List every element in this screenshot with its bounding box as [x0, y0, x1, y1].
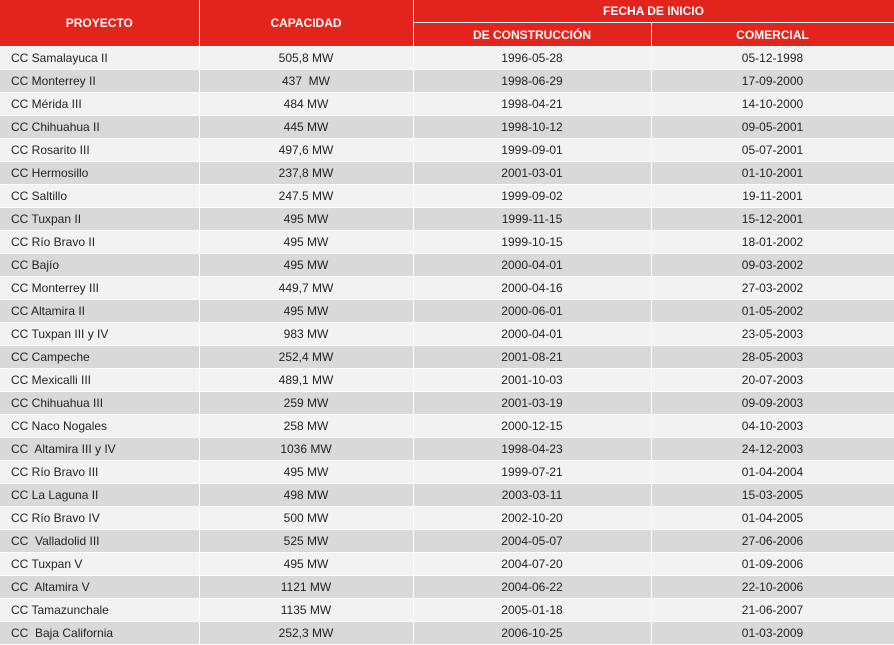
cell-comercial: 09-09-2003	[651, 392, 894, 415]
cell-capacidad: 449,7 MW	[199, 277, 413, 300]
cell-capacidad: 495 MW	[199, 254, 413, 277]
cell-comercial: 09-05-2001	[651, 116, 894, 139]
cell-capacidad: 505,8 MW	[199, 47, 413, 70]
cell-proyecto: CC Río Bravo IV	[0, 507, 199, 530]
cell-proyecto: CC Baja California	[0, 622, 199, 645]
cell-construccion: 1999-11-15	[413, 208, 651, 231]
cell-proyecto: CC Monterrey II	[0, 70, 199, 93]
cell-capacidad: 445 MW	[199, 116, 413, 139]
cell-capacidad: 489,1 MW	[199, 369, 413, 392]
table-row	[0, 530, 894, 553]
cell-construccion: 2001-08-21	[413, 346, 651, 369]
table-row	[0, 461, 894, 484]
cell-comercial: 01-04-2005	[651, 507, 894, 530]
table-row	[0, 415, 894, 438]
cell-comercial: 01-05-2002	[651, 300, 894, 323]
cell-proyecto: CC Tuxpan III y IV	[0, 323, 199, 346]
cell-proyecto: CC Tuxpan V	[0, 553, 199, 576]
cell-construccion: 2000-04-01	[413, 254, 651, 277]
cell-comercial: 24-12-2003	[651, 438, 894, 461]
cell-proyecto: CC Altamira III y IV	[0, 438, 199, 461]
cell-construccion: 2000-04-01	[413, 323, 651, 346]
cell-comercial: 01-10-2001	[651, 162, 894, 185]
cell-comercial: 05-12-1998	[651, 47, 894, 70]
cell-capacidad: 252,3 MW	[199, 622, 413, 645]
cell-comercial: 17-09-2000	[651, 70, 894, 93]
cell-proyecto: CC Mérida III	[0, 93, 199, 116]
cell-proyecto: CC Monterrey III	[0, 277, 199, 300]
cell-construccion: 2000-12-15	[413, 415, 651, 438]
table-row	[0, 93, 894, 116]
cell-construccion: 1998-06-29	[413, 70, 651, 93]
cell-construccion: 1998-10-12	[413, 116, 651, 139]
table-row	[0, 323, 894, 346]
cell-comercial: 27-06-2006	[651, 530, 894, 553]
cell-capacidad: 498 MW	[199, 484, 413, 507]
cell-comercial: 21-06-2007	[651, 599, 894, 622]
cell-capacidad: 495 MW	[199, 231, 413, 254]
cell-construccion: 2000-04-16	[413, 277, 651, 300]
cell-capacidad: 247.5 MW	[199, 185, 413, 208]
cell-comercial: 22-10-2006	[651, 576, 894, 599]
table-row	[0, 576, 894, 599]
cell-proyecto: CC Chihuahua II	[0, 116, 199, 139]
cell-comercial: 20-07-2003	[651, 369, 894, 392]
cell-construccion: 2001-10-03	[413, 369, 651, 392]
cell-capacidad: 525 MW	[199, 530, 413, 553]
cell-proyecto: CC Tamazunchale	[0, 599, 199, 622]
table-row	[0, 162, 894, 185]
header-capacidad: CAPACIDAD	[199, 0, 413, 47]
cell-construccion: 1999-09-02	[413, 185, 651, 208]
cell-capacidad: 1135 MW	[199, 599, 413, 622]
cell-comercial: 04-10-2003	[651, 415, 894, 438]
table-row	[0, 369, 894, 392]
table-row	[0, 70, 894, 93]
cell-proyecto: CC Naco Nogales	[0, 415, 199, 438]
cell-proyecto: CC Bajío	[0, 254, 199, 277]
cell-construccion: 2001-03-19	[413, 392, 651, 415]
cell-capacidad: 258 MW	[199, 415, 413, 438]
cell-construccion: 2004-07-20	[413, 553, 651, 576]
header-fecha-inicio: FECHA DE INICIO	[413, 0, 894, 23]
cell-proyecto: CC Río Bravo II	[0, 231, 199, 254]
cell-capacidad: 437 MW	[199, 70, 413, 93]
cell-construccion: 2004-05-07	[413, 530, 651, 553]
cell-construccion: 1999-07-21	[413, 461, 651, 484]
cell-proyecto: CC Altamira II	[0, 300, 199, 323]
cell-capacidad: 495 MW	[199, 300, 413, 323]
cell-comercial: 28-05-2003	[651, 346, 894, 369]
cell-construccion: 2005-01-18	[413, 599, 651, 622]
cell-proyecto: CC Samalayuca II	[0, 47, 199, 70]
cell-capacidad: 495 MW	[199, 461, 413, 484]
table-row	[0, 553, 894, 576]
table-row	[0, 599, 894, 622]
table-row	[0, 231, 894, 254]
cell-comercial: 19-11-2001	[651, 185, 894, 208]
table-row	[0, 47, 894, 70]
cell-proyecto: CC Mexicalli III	[0, 369, 199, 392]
cell-capacidad: 983 MW	[199, 323, 413, 346]
cell-proyecto: CC Hermosillo	[0, 162, 199, 185]
cell-proyecto: CC Saltillo	[0, 185, 199, 208]
cell-construccion: 1998-04-23	[413, 438, 651, 461]
table-row	[0, 277, 894, 300]
table-row	[0, 139, 894, 162]
table-row	[0, 185, 894, 208]
cell-comercial: 27-03-2002	[651, 277, 894, 300]
cell-proyecto: CC Altamira V	[0, 576, 199, 599]
cell-comercial: 15-03-2005	[651, 484, 894, 507]
header-construccion: DE CONSTRUCCIÓN	[413, 23, 651, 47]
cell-capacidad: 497,6 MW	[199, 139, 413, 162]
cell-proyecto: CC Rosarito III	[0, 139, 199, 162]
table-body	[0, 47, 894, 645]
cell-construccion: 2002-10-20	[413, 507, 651, 530]
cell-capacidad: 252,4 MW	[199, 346, 413, 369]
cell-proyecto: CC Tuxpan II	[0, 208, 199, 231]
cell-capacidad: 1036 MW	[199, 438, 413, 461]
table-row	[0, 346, 894, 369]
table-row	[0, 622, 894, 645]
cell-construccion: 2006-10-25	[413, 622, 651, 645]
cell-construccion: 1996-05-28	[413, 47, 651, 70]
cell-capacidad: 1121 MW	[199, 576, 413, 599]
cell-comercial: 23-05-2003	[651, 323, 894, 346]
table-row	[0, 116, 894, 139]
cell-capacidad: 484 MW	[199, 93, 413, 116]
header-comercial: COMERCIAL	[651, 23, 894, 47]
cell-proyecto: CC Río Bravo III	[0, 461, 199, 484]
cell-comercial: 09-03-2002	[651, 254, 894, 277]
cell-comercial: 01-09-2006	[651, 553, 894, 576]
cell-comercial: 18-01-2002	[651, 231, 894, 254]
cell-construccion: 2003-03-11	[413, 484, 651, 507]
cell-comercial: 01-03-2009	[651, 622, 894, 645]
cell-construccion: 1999-09-01	[413, 139, 651, 162]
cell-proyecto: CC Valladolid III	[0, 530, 199, 553]
cell-construccion: 2001-03-01	[413, 162, 651, 185]
cell-construccion: 2004-06-22	[413, 576, 651, 599]
cell-comercial: 14-10-2000	[651, 93, 894, 116]
table-row	[0, 507, 894, 530]
header-proyecto: PROYECTO	[0, 0, 199, 47]
table-row	[0, 438, 894, 461]
cell-capacidad: 495 MW	[199, 553, 413, 576]
table-row	[0, 208, 894, 231]
cell-capacidad: 259 MW	[199, 392, 413, 415]
table-row	[0, 484, 894, 507]
cell-construccion: 2000-06-01	[413, 300, 651, 323]
cell-comercial: 01-04-2004	[651, 461, 894, 484]
cell-construccion: 1999-10-15	[413, 231, 651, 254]
table-row	[0, 254, 894, 277]
cell-comercial: 05-07-2001	[651, 139, 894, 162]
cell-construccion: 1998-04-21	[413, 93, 651, 116]
cell-proyecto: CC La Laguna II	[0, 484, 199, 507]
cell-comercial: 15-12-2001	[651, 208, 894, 231]
cell-capacidad: 495 MW	[199, 208, 413, 231]
cell-proyecto: CC Chihuahua III	[0, 392, 199, 415]
cell-proyecto: CC Campeche	[0, 346, 199, 369]
cell-capacidad: 237,8 MW	[199, 162, 413, 185]
table-row	[0, 300, 894, 323]
table-row	[0, 392, 894, 415]
cell-capacidad: 500 MW	[199, 507, 413, 530]
